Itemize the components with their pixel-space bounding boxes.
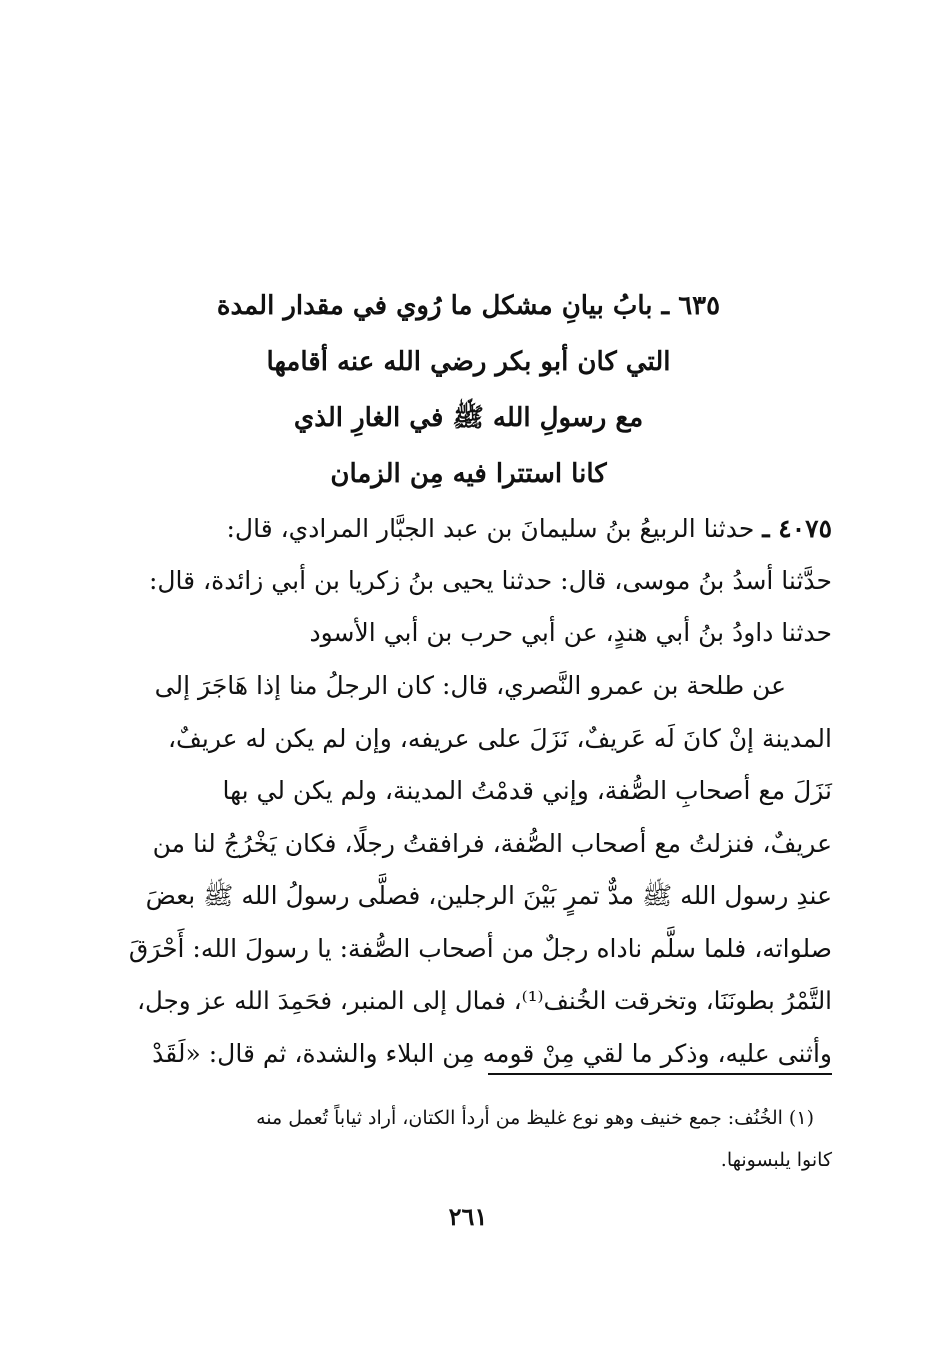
- matn-line: التَّمْرُ بطونَنَا، وتخرقت الخُنف⁽¹⁾، فمال إلى المنبر، فحَمِدَ الله عز وجل،: [137, 986, 832, 1015]
- matn-line: عندِ رسول الله ﷺ مدٌّ تمرٍ بَيْنَ الرجلين، فصلَّى رسولُ الله ﷺ بعضَ: [145, 881, 832, 910]
- hadith-number: ٤٠٧٥ ـ: [762, 514, 832, 543]
- hadith-matn: [128, 660, 832, 1080]
- matn-line: المدينة إنْ كانَ لَه عَريفٌ، نَزَلَ على عريفه، وإن لم يكن له عريفٌ،: [167, 723, 832, 753]
- chapter-title: [120, 278, 817, 502]
- matn-line: وأثنى عليه، وذكر ما لقي مِنْ قومه مِن البلاء والشدة، ثم قال: «لَقَدْ: [152, 1038, 832, 1068]
- footnote: [128, 1097, 832, 1181]
- matn-line: عن طلحة بن عمرو النَّصري، قال: كان الرجلُ منا إذا هَاجَرَ إلى: [154, 671, 786, 700]
- chapter-title-line: مع رسولِ الله ﷺ في الغارِ الذي: [293, 403, 644, 433]
- footnote-line: كانوا يلبسونها.: [720, 1149, 832, 1171]
- matn-line: صلواته، فلما سلَّم ناداه رجلٌ من أصحاب الصُّفة: يا رسولَ الله: أَحْرَقَ: [128, 933, 832, 963]
- matn-line: نَزَلَ مع أصحابِ الصُّفة، وإني قدمْتُ المدينة، ولم يكن لي بها: [222, 776, 832, 805]
- isnad-line: حدثنا داودُ بنُ أبي هندٍ، عن أبي حرب بن أبي الأسود: [309, 618, 832, 647]
- isnad-text: حدثنا الربيعُ بنُ سليمانَ بن عبد الجبَّار المرادي، قال:: [226, 514, 755, 543]
- isnad-line: [128, 503, 832, 555]
- matn-line: عريفٌ، فنزلتُ مع أصحاب الصُّفة، فرافقتُ رجلًا، فكان يَخْرُجُ لنا من: [152, 828, 832, 858]
- isnad-line: حدَّثنا أسدُ بنُ موسى، قال: حدثنا يحيى بنُ زكريا بن أبي زائدة، قال:: [148, 566, 832, 595]
- footnote-divider: [488, 1073, 832, 1075]
- chapter-title-line: ٦٣٥ ـ بابُ بيانِ مشكل ما رُوي في مقدار المدة: [216, 291, 721, 321]
- page-number: ٢٦١: [448, 1202, 488, 1231]
- chapter-title-line: كانا استترا فيه مِن الزمان: [330, 459, 607, 489]
- hadith-isnad: [128, 503, 832, 659]
- footnote-line: (١) الخُنُف: جمع خنيف وهو نوع غليظ من أردأ الكتان، أراد ثياباً تُعمل منه: [256, 1107, 814, 1129]
- chapter-title-line: التي كان أبو بكر رضي الله عنه أقامها: [266, 347, 671, 377]
